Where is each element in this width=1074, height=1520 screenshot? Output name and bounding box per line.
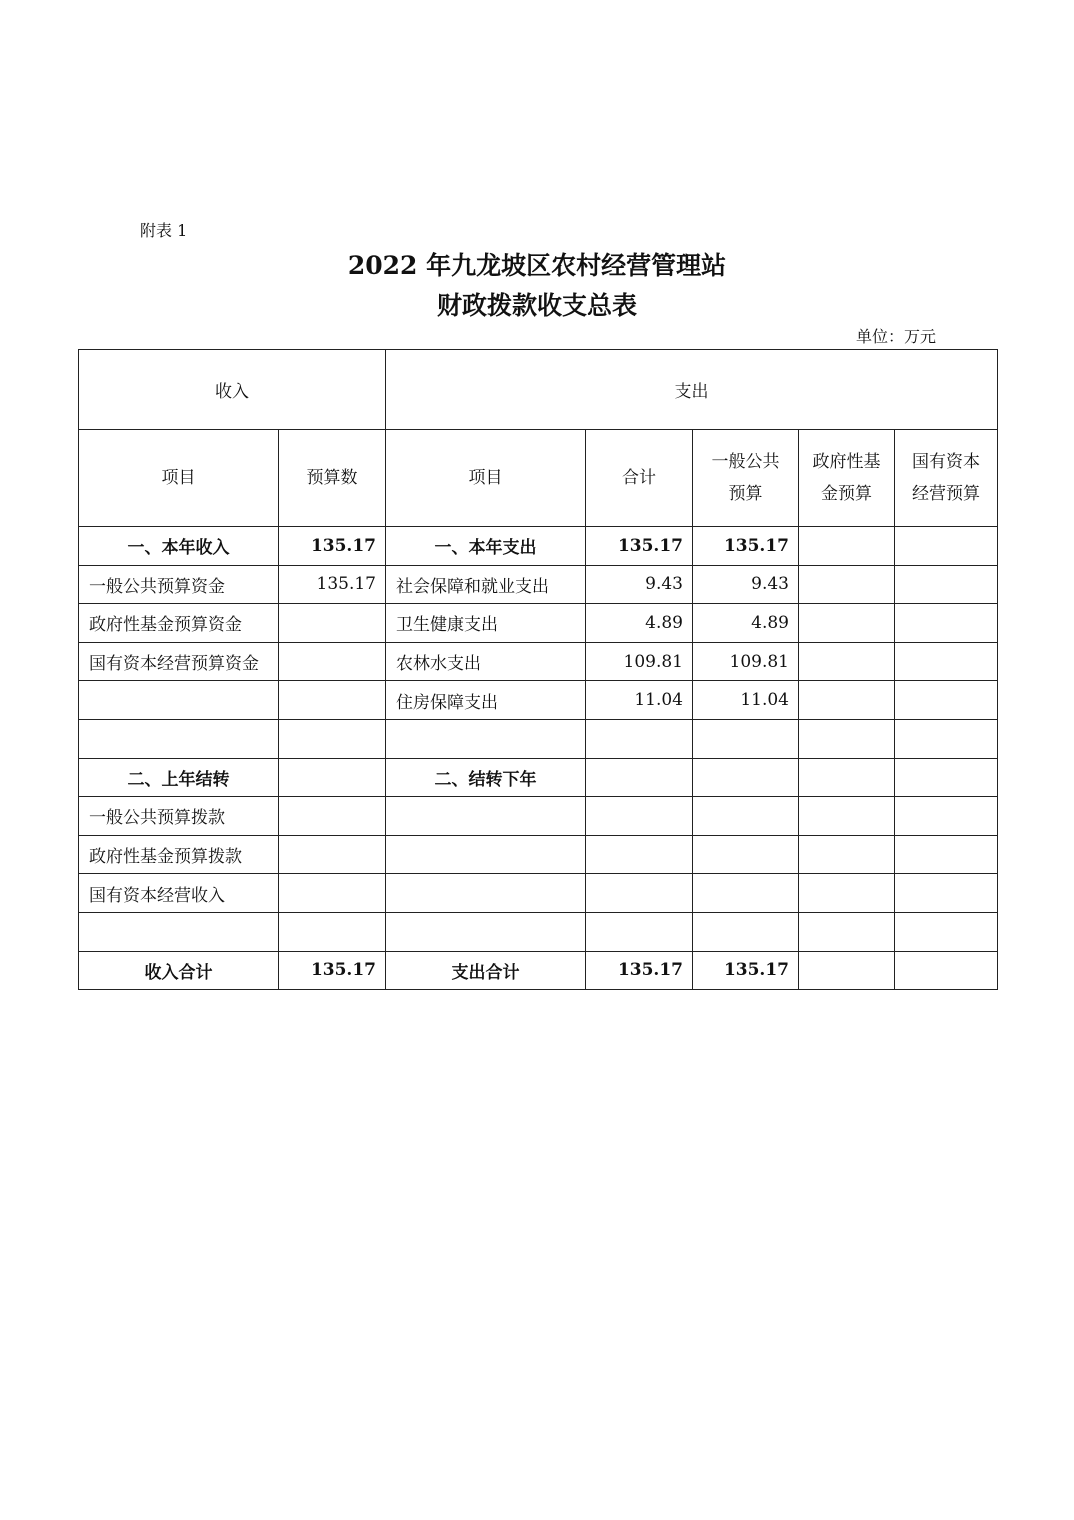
cell-income-item: 二、上年结转 <box>79 758 279 797</box>
table-row <box>79 797 998 836</box>
income-header: 收入 <box>79 350 386 430</box>
cell-general-public <box>693 719 799 758</box>
cell-income-item: 国有资本经营收入 <box>79 874 279 913</box>
cell-state-capital <box>895 835 998 874</box>
cell-income-item: 国有资本经营预算资金 <box>79 642 279 681</box>
cell-gov-fund <box>799 874 895 913</box>
cell-total: 109.81 <box>586 642 693 681</box>
attachment-label: 附表 1 <box>140 221 188 240</box>
cell-state-capital <box>895 565 998 604</box>
cell-expense-item: 住房保障支出 <box>386 681 586 720</box>
cell-state-capital <box>895 874 998 913</box>
cell-expense-item: 社会保障和就业支出 <box>386 565 586 604</box>
cell-expense-item <box>386 874 586 913</box>
cell-gov-fund <box>799 527 895 566</box>
document-title: 2022 年九龙坡区农村经营管理站 <box>347 251 727 280</box>
col-gov-fund: 政府性基金预算 <box>799 430 895 527</box>
cell-income-budget: 135.17 <box>279 527 386 566</box>
cell-gov-fund <box>799 642 895 681</box>
cell-state-capital <box>895 642 998 681</box>
cell-income-budget: 135.17 <box>279 565 386 604</box>
table-row <box>79 874 998 913</box>
cell-total <box>586 719 693 758</box>
cell-income-item: 一、本年收入 <box>79 527 279 566</box>
cell-expense-item: 支出合计 <box>386 951 586 990</box>
column-header-row <box>79 430 998 527</box>
col-total: 合计 <box>586 430 693 527</box>
cell-income-budget <box>279 758 386 797</box>
table-row <box>79 835 998 874</box>
cell-income-budget <box>279 604 386 643</box>
cell-general-public <box>693 797 799 836</box>
cell-total <box>586 835 693 874</box>
table-row <box>79 719 998 758</box>
cell-income-budget <box>279 642 386 681</box>
table-row <box>79 951 998 990</box>
cell-general-public <box>693 912 799 951</box>
cell-general-public: 9.43 <box>693 565 799 604</box>
cell-income-item <box>79 681 279 720</box>
cell-gov-fund <box>799 719 895 758</box>
cell-total <box>586 912 693 951</box>
table-row <box>79 565 998 604</box>
cell-total <box>586 874 693 913</box>
section-header-row <box>79 350 998 430</box>
cell-general-public <box>693 874 799 913</box>
cell-general-public <box>693 758 799 797</box>
cell-total: 135.17 <box>586 951 693 990</box>
table-row <box>79 681 998 720</box>
cell-income-item: 政府性基金预算拨款 <box>79 835 279 874</box>
table-row <box>79 527 998 566</box>
cell-expense-item: 卫生健康支出 <box>386 604 586 643</box>
cell-income-budget <box>279 912 386 951</box>
cell-state-capital <box>895 527 998 566</box>
cell-income-item: 政府性基金预算资金 <box>79 604 279 643</box>
table-row <box>79 758 998 797</box>
cell-gov-fund <box>799 835 895 874</box>
cell-total: 9.43 <box>586 565 693 604</box>
cell-income-budget <box>279 719 386 758</box>
table-row <box>79 604 998 643</box>
cell-gov-fund <box>799 951 895 990</box>
cell-expense-item <box>386 835 586 874</box>
cell-total: 11.04 <box>586 681 693 720</box>
cell-income-budget: 135.17 <box>279 951 386 990</box>
cell-expense-item: 二、结转下年 <box>386 758 586 797</box>
col-general-public: 一般公共预算 <box>693 430 799 527</box>
cell-expense-item: 一、本年支出 <box>386 527 586 566</box>
cell-state-capital <box>895 758 998 797</box>
cell-income-item: 一般公共预算资金 <box>79 565 279 604</box>
table-row <box>79 642 998 681</box>
cell-gov-fund <box>799 565 895 604</box>
cell-income-budget <box>279 681 386 720</box>
cell-gov-fund <box>799 604 895 643</box>
budget-table <box>78 349 998 990</box>
cell-state-capital <box>895 797 998 836</box>
cell-income-budget <box>279 797 386 836</box>
cell-general-public: 109.81 <box>693 642 799 681</box>
cell-state-capital <box>895 681 998 720</box>
cell-state-capital <box>895 951 998 990</box>
cell-total <box>586 797 693 836</box>
cell-income-budget <box>279 835 386 874</box>
cell-general-public <box>693 835 799 874</box>
table-row <box>79 912 998 951</box>
cell-general-public: 4.89 <box>693 604 799 643</box>
col-income-item: 项目 <box>79 430 279 527</box>
cell-gov-fund <box>799 797 895 836</box>
cell-total: 4.89 <box>586 604 693 643</box>
cell-expense-item <box>386 912 586 951</box>
cell-general-public: 11.04 <box>693 681 799 720</box>
col-income-budget: 预算数 <box>279 430 386 527</box>
cell-expense-item: 农林水支出 <box>386 642 586 681</box>
col-expense-item: 项目 <box>386 430 586 527</box>
cell-state-capital <box>895 604 998 643</box>
cell-income-item <box>79 719 279 758</box>
cell-gov-fund <box>799 912 895 951</box>
cell-gov-fund <box>799 681 895 720</box>
cell-income-item <box>79 912 279 951</box>
cell-state-capital <box>895 719 998 758</box>
col-state-capital: 国有资本经营预算 <box>895 430 998 527</box>
cell-income-budget <box>279 874 386 913</box>
cell-expense-item <box>386 797 586 836</box>
cell-income-item: 一般公共预算拨款 <box>79 797 279 836</box>
cell-general-public: 135.17 <box>693 527 799 566</box>
cell-state-capital <box>895 912 998 951</box>
unit-label: 单位：万元 <box>855 327 936 346</box>
cell-expense-item <box>386 719 586 758</box>
cell-gov-fund <box>799 758 895 797</box>
document-subtitle: 财政拨款收支总表 <box>436 291 637 320</box>
cell-total: 135.17 <box>586 527 693 566</box>
expense-header: 支出 <box>386 350 998 430</box>
cell-total <box>586 758 693 797</box>
cell-income-item: 收入合计 <box>79 951 279 990</box>
cell-general-public: 135.17 <box>693 951 799 990</box>
